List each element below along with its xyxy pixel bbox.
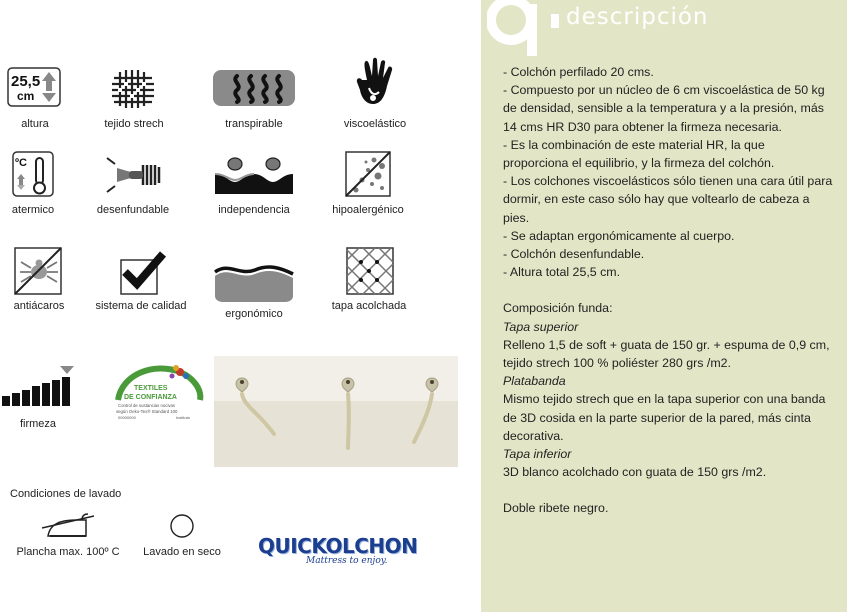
- feature-altura: [0, 64, 90, 130]
- svg-text:Control de sustancias nocivas: Control de sustancias nocivas: [118, 403, 176, 408]
- feature-tejido-strech: [79, 64, 189, 130]
- description-header: [483, 0, 847, 50]
- band-label: Platabanda: [503, 374, 566, 389]
- bottom-label: Tapa inferior: [503, 447, 572, 462]
- zipper-icon: [103, 150, 163, 200]
- brand-logo: [258, 534, 418, 584]
- height-icon-value: 25,5: [11, 73, 41, 90]
- feature-desenfundable: [78, 150, 188, 216]
- brand-tagline: Mattress to enjoy.: [306, 556, 388, 566]
- svg-text:Instituto: Instituto: [176, 415, 191, 420]
- washing-item-iron: [12, 512, 124, 558]
- q-logo-icon: [487, 0, 549, 56]
- feature-atermico: [0, 150, 88, 216]
- description-line: - Los colchones viscoelásticos sólo tienen una cara útil para dormir, en este caso sólo hay que voltearlo de cabeza a pies.: [503, 174, 833, 225]
- oeko-tex-logo: [104, 360, 208, 430]
- svg-text:TEXTILES: TEXTILES: [134, 385, 168, 392]
- feature-label: ergonómico: [225, 308, 283, 320]
- feature-independencia: [199, 150, 309, 216]
- fabric-weave-icon: [104, 64, 164, 114]
- feature-sistema-de-calidad: [86, 246, 196, 312]
- washing-label: Lavado en seco: [143, 546, 221, 558]
- feature-label: firmeza: [19, 418, 57, 430]
- band-text: Mismo tejido strech que en la tapa superior con una banda de 3D cosida en la parte superior de la pared, más cinta decorativa.: [503, 392, 826, 443]
- quilted-icon: [339, 246, 399, 296]
- svg-text:00000000: 00000000: [118, 415, 136, 420]
- bottom-text: 3D blanco acolchado con guata de 150 grs /m2.: [503, 465, 767, 480]
- hypoallergenic-icon: [338, 150, 398, 200]
- feature-firmeza: [0, 364, 93, 430]
- washing-label: Plancha max. 100º C: [16, 546, 120, 558]
- description-line: - Se adaptan ergonómicamente al cuerpo.: [503, 228, 735, 243]
- washing-title: Condiciones de lavado: [10, 488, 122, 500]
- feature-label: altura: [21, 118, 49, 130]
- svg-text:según Oeko-Tex® Standard 100: según Oeko-Tex® Standard 100: [116, 409, 178, 414]
- top-label: Tapa superior: [503, 319, 579, 334]
- dry-clean-icon: [168, 512, 196, 540]
- svg-text:DE CONFIANZA: DE CONFIANZA: [124, 394, 177, 401]
- ergonomic-icon: [211, 254, 297, 304]
- feature-label: desenfundable: [96, 204, 170, 216]
- svg-text:cm: cm: [17, 89, 35, 103]
- washing-item-dry-clean: [136, 512, 228, 558]
- feature-label: antiácaros: [13, 300, 65, 312]
- iron-icon: [38, 512, 98, 540]
- feature-tapa-acolchada: [314, 246, 424, 312]
- independence-icon: [211, 150, 297, 200]
- breathable-icon: [211, 64, 297, 114]
- top-text: Relleno 1,5 de soft + guata de 150 gr. + espuma de 0,9 cm, tejido strech 100 % poliéster 280 grs /m2.: [503, 337, 830, 371]
- brand-name: QUICKOLCHON: [258, 534, 418, 558]
- composition-title: Composición funda:: [503, 301, 613, 316]
- firmness-scale-icon: [0, 364, 78, 410]
- feature-label: viscoelástico: [343, 118, 407, 130]
- description-line: - Es la combinación de este material HR, la que proporciona el equilibrio, y la firmeza del colchón.: [503, 137, 775, 171]
- description-line: - Colchón perfilado 20 cms.: [503, 65, 654, 79]
- feature-transpirable: [199, 64, 309, 130]
- feature-label: sistema de calidad: [95, 300, 187, 312]
- height-icon: [5, 64, 65, 114]
- hand-print-icon: [345, 56, 405, 114]
- checkmark-icon: [111, 246, 171, 296]
- description-line: - Compuesto por un núcleo de 6 cm viscoelástica de 50 kg de densidad, sensible a la temperatura y a la presión, más 14 cms HR D30 para obtener la firmeza necesaria.: [503, 83, 825, 134]
- feature-label: tejido strech: [104, 118, 164, 130]
- description-line: - Altura total 25,5 cm.: [503, 265, 621, 280]
- mattress-detail-photo: [214, 356, 458, 467]
- description-line: - Colchón desenfundable.: [503, 247, 645, 262]
- feature-label: atermico: [11, 204, 55, 216]
- feature-label: hipoalergénico: [332, 204, 404, 216]
- feature-label: independencia: [218, 204, 290, 216]
- anti-mite-icon: [9, 246, 69, 296]
- feature-label: transpirable: [225, 118, 283, 130]
- feature-hipoalergenico: [313, 150, 423, 216]
- feature-viscoelastico: [320, 56, 430, 130]
- thermometer-icon: [3, 150, 63, 200]
- feature-label: tapa acolchada: [331, 300, 407, 312]
- footer-note: Doble ribete negro.: [503, 501, 609, 516]
- header-bar-icon: [551, 14, 559, 28]
- feature-antiacaros: [0, 246, 94, 312]
- svg-text:ºC: ºC: [15, 157, 27, 169]
- feature-ergonomico: [199, 254, 309, 320]
- page-title: descripción: [566, 4, 709, 30]
- description-body: [503, 63, 833, 518]
